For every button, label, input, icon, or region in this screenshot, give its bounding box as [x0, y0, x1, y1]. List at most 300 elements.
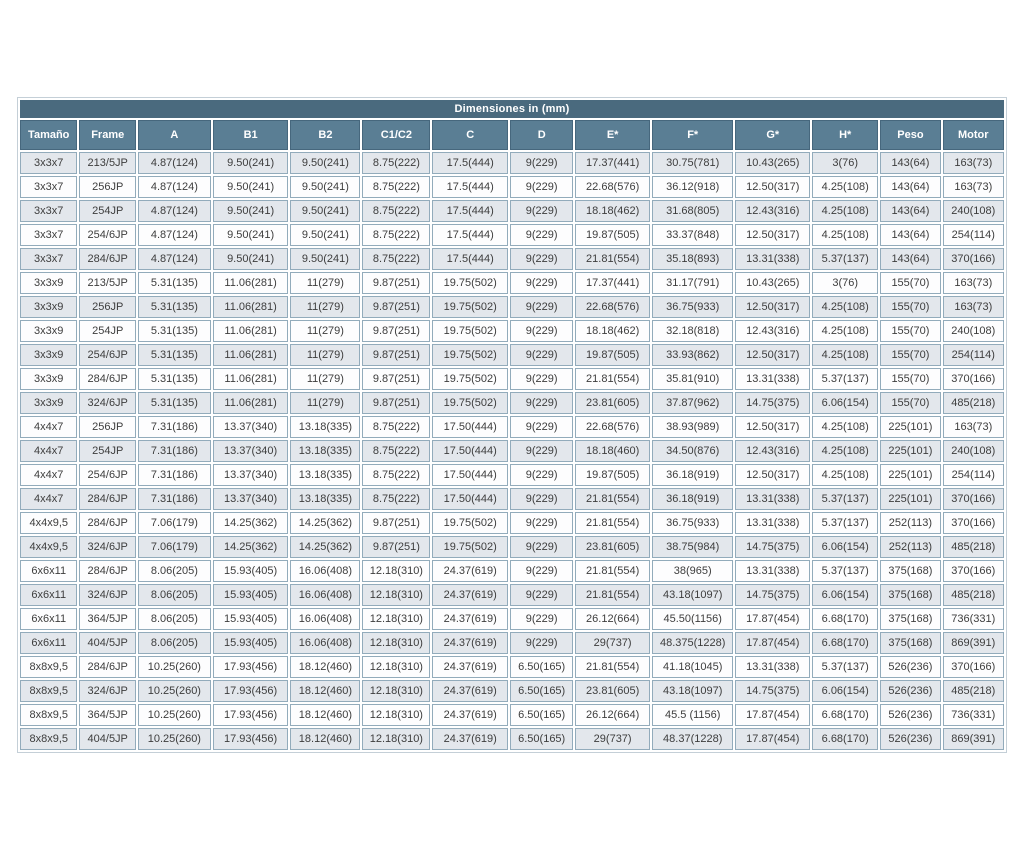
cell: 4.25(108) [812, 296, 878, 318]
cell: 13.31(338) [735, 368, 810, 390]
cell: 143(64) [880, 152, 940, 174]
cell: 14.25(362) [290, 512, 360, 534]
cell: 526(236) [880, 680, 940, 702]
cell: 9.50(241) [213, 152, 289, 174]
cell: 11(279) [290, 392, 360, 414]
cell: 526(236) [880, 704, 940, 726]
cell: 4.25(108) [812, 416, 878, 438]
cell: 4.87(124) [138, 200, 211, 222]
cell: 13.18(335) [290, 440, 360, 462]
cell: 5.37(137) [812, 248, 878, 270]
cell: 17.50(444) [432, 440, 508, 462]
cell: 256JP [79, 176, 136, 198]
cell: 37.87(962) [652, 392, 733, 414]
cell: 7.31(186) [138, 416, 211, 438]
cell: 370(166) [943, 512, 1004, 534]
cell: 3x3x7 [20, 224, 77, 246]
cell: 5.31(135) [138, 392, 211, 414]
cell: 9.50(241) [290, 176, 360, 198]
cell: 12.18(310) [362, 632, 430, 654]
cell: 256JP [79, 296, 136, 318]
cell: 6.68(170) [812, 632, 878, 654]
cell: 5.37(137) [812, 656, 878, 678]
cell: 3(76) [812, 152, 878, 174]
cell: 22.68(576) [575, 416, 650, 438]
cell: 9(229) [510, 416, 573, 438]
table-body [20, 152, 1004, 750]
cell: 3x3x9 [20, 320, 77, 342]
cell: 32.18(818) [652, 320, 733, 342]
table-row [20, 680, 1004, 702]
cell: 22.68(576) [575, 176, 650, 198]
cell: 256JP [79, 416, 136, 438]
cell: 36.75(933) [652, 296, 733, 318]
cell: 736(331) [943, 608, 1004, 630]
column-header-peso: Peso [880, 120, 940, 150]
cell: 155(70) [880, 272, 940, 294]
title-row [20, 100, 1004, 118]
cell: 45.5 (1156) [652, 704, 733, 726]
cell: 38.93(989) [652, 416, 733, 438]
cell: 19.87(505) [575, 464, 650, 486]
cell: 370(166) [943, 368, 1004, 390]
cell: 526(236) [880, 728, 940, 750]
cell: 404/5JP [79, 728, 136, 750]
cell: 9.50(241) [290, 248, 360, 270]
dimensions-table-wrap [17, 97, 1007, 753]
column-header-c: C [432, 120, 508, 150]
cell: 17.5(444) [432, 224, 508, 246]
cell: 12.50(317) [735, 176, 810, 198]
cell: 14.25(362) [213, 536, 289, 558]
cell: 11.06(281) [213, 344, 289, 366]
cell: 284/6JP [79, 656, 136, 678]
cell: 370(166) [943, 656, 1004, 678]
cell: 18.12(460) [290, 680, 360, 702]
cell: 225(101) [880, 416, 940, 438]
column-header-b1: B1 [213, 120, 289, 150]
cell: 12.43(316) [735, 440, 810, 462]
cell: 17.37(441) [575, 272, 650, 294]
cell: 21.81(554) [575, 368, 650, 390]
cell: 13.31(338) [735, 488, 810, 510]
cell: 9(229) [510, 608, 573, 630]
cell: 24.37(619) [432, 560, 508, 582]
cell: 254JP [79, 440, 136, 462]
cell: 24.37(619) [432, 608, 508, 630]
table-row [20, 440, 1004, 462]
dimensions-table [17, 97, 1007, 753]
column-header-tama-o: Tamaño [20, 120, 77, 150]
column-header-a: A [138, 120, 211, 150]
cell: 13.18(335) [290, 488, 360, 510]
cell: 9.87(251) [362, 368, 430, 390]
cell: 8.75(222) [362, 440, 430, 462]
cell: 6.68(170) [812, 608, 878, 630]
cell: 485(218) [943, 536, 1004, 558]
cell: 12.18(310) [362, 560, 430, 582]
cell: 9(229) [510, 320, 573, 342]
cell: 5.37(137) [812, 368, 878, 390]
cell: 7.31(186) [138, 488, 211, 510]
table-row [20, 224, 1004, 246]
cell: 6.50(165) [510, 704, 573, 726]
cell: 3x3x9 [20, 344, 77, 366]
cell: 11(279) [290, 272, 360, 294]
cell: 16.06(408) [290, 584, 360, 606]
cell: 45.50(1156) [652, 608, 733, 630]
cell: 48.37(1228) [652, 728, 733, 750]
cell: 10.25(260) [138, 680, 211, 702]
cell: 9.50(241) [290, 224, 360, 246]
cell: 324/6JP [79, 392, 136, 414]
cell: 3x3x9 [20, 368, 77, 390]
cell: 11.06(281) [213, 272, 289, 294]
column-header-g-: G* [735, 120, 810, 150]
cell: 6.50(165) [510, 728, 573, 750]
table-row [20, 320, 1004, 342]
cell: 13.18(335) [290, 416, 360, 438]
cell: 6.06(154) [812, 392, 878, 414]
cell: 22.68(576) [575, 296, 650, 318]
cell: 19.87(505) [575, 344, 650, 366]
cell: 31.68(805) [652, 200, 733, 222]
cell: 9(229) [510, 296, 573, 318]
cell: 485(218) [943, 584, 1004, 606]
cell: 9(229) [510, 248, 573, 270]
cell: 9(229) [510, 512, 573, 534]
cell: 13.31(338) [735, 560, 810, 582]
cell: 284/6JP [79, 368, 136, 390]
cell: 19.87(505) [575, 224, 650, 246]
cell: 8.06(205) [138, 608, 211, 630]
cell: 526(236) [880, 656, 940, 678]
cell: 143(64) [880, 224, 940, 246]
cell: 15.93(405) [213, 584, 289, 606]
cell: 9(229) [510, 464, 573, 486]
cell: 33.93(862) [652, 344, 733, 366]
cell: 9(229) [510, 392, 573, 414]
cell: 24.37(619) [432, 584, 508, 606]
cell: 17.93(456) [213, 656, 289, 678]
table-row [20, 728, 1004, 750]
cell: 12.50(317) [735, 344, 810, 366]
cell: 869(391) [943, 728, 1004, 750]
cell: 9(229) [510, 272, 573, 294]
column-header-f-: F* [652, 120, 733, 150]
table-row [20, 152, 1004, 174]
cell: 213/5JP [79, 152, 136, 174]
cell: 43.18(1097) [652, 680, 733, 702]
cell: 8x8x9,5 [20, 680, 77, 702]
cell: 17.87(454) [735, 704, 810, 726]
cell: 11(279) [290, 320, 360, 342]
cell: 8.06(205) [138, 584, 211, 606]
cell: 4.25(108) [812, 176, 878, 198]
cell: 17.87(454) [735, 632, 810, 654]
cell: 17.5(444) [432, 200, 508, 222]
cell: 370(166) [943, 560, 1004, 582]
table-row [20, 560, 1004, 582]
cell: 43.18(1097) [652, 584, 733, 606]
cell: 17.87(454) [735, 728, 810, 750]
table-row [20, 368, 1004, 390]
cell: 10.25(260) [138, 656, 211, 678]
cell: 3x3x9 [20, 272, 77, 294]
cell: 36.18(919) [652, 464, 733, 486]
cell: 5.37(137) [812, 512, 878, 534]
cell: 7.31(186) [138, 464, 211, 486]
cell: 11.06(281) [213, 392, 289, 414]
cell: 163(73) [943, 416, 1004, 438]
cell: 9.50(241) [213, 224, 289, 246]
cell: 143(64) [880, 176, 940, 198]
cell: 6.68(170) [812, 704, 878, 726]
cell: 163(73) [943, 152, 1004, 174]
cell: 6.68(170) [812, 728, 878, 750]
cell: 17.37(441) [575, 152, 650, 174]
cell: 31.17(791) [652, 272, 733, 294]
cell: 13.37(340) [213, 488, 289, 510]
cell: 15.93(405) [213, 560, 289, 582]
cell: 38.75(984) [652, 536, 733, 558]
cell: 163(73) [943, 296, 1004, 318]
cell: 8.75(222) [362, 416, 430, 438]
cell: 252(113) [880, 512, 940, 534]
cell: 8.75(222) [362, 464, 430, 486]
cell: 4.25(108) [812, 344, 878, 366]
cell: 21.81(554) [575, 584, 650, 606]
cell: 26.12(664) [575, 704, 650, 726]
table-row [20, 416, 1004, 438]
cell: 17.93(456) [213, 704, 289, 726]
cell: 240(108) [943, 200, 1004, 222]
cell: 4.25(108) [812, 200, 878, 222]
column-header-motor: Motor [943, 120, 1004, 150]
cell: 17.93(456) [213, 728, 289, 750]
table-row [20, 176, 1004, 198]
cell: 155(70) [880, 296, 940, 318]
cell: 4.25(108) [812, 320, 878, 342]
cell: 21.81(554) [575, 656, 650, 678]
cell: 35.81(910) [652, 368, 733, 390]
cell: 35.18(893) [652, 248, 733, 270]
cell: 4x4x7 [20, 416, 77, 438]
cell: 12.18(310) [362, 680, 430, 702]
cell: 12.43(316) [735, 200, 810, 222]
cell: 9(229) [510, 560, 573, 582]
cell: 370(166) [943, 488, 1004, 510]
cell: 4.25(108) [812, 464, 878, 486]
cell: 17.5(444) [432, 248, 508, 270]
cell: 375(168) [880, 632, 940, 654]
cell: 4x4x9,5 [20, 512, 77, 534]
cell: 163(73) [943, 176, 1004, 198]
cell: 8x8x9,5 [20, 656, 77, 678]
cell: 18.18(462) [575, 200, 650, 222]
cell: 254/6JP [79, 344, 136, 366]
cell: 284/6JP [79, 248, 136, 270]
table-row [20, 512, 1004, 534]
cell: 9(229) [510, 584, 573, 606]
cell: 9.87(251) [362, 392, 430, 414]
table-row [20, 272, 1004, 294]
cell: 24.37(619) [432, 728, 508, 750]
cell: 10.25(260) [138, 704, 211, 726]
cell: 14.25(362) [290, 536, 360, 558]
table-row [20, 392, 1004, 414]
cell: 26.12(664) [575, 608, 650, 630]
column-header-h-: H* [812, 120, 878, 150]
cell: 5.31(135) [138, 272, 211, 294]
cell: 12.50(317) [735, 224, 810, 246]
cell: 19.75(502) [432, 368, 508, 390]
cell: 29(737) [575, 632, 650, 654]
cell: 19.75(502) [432, 392, 508, 414]
cell: 14.75(375) [735, 536, 810, 558]
cell: 9.87(251) [362, 512, 430, 534]
cell: 8.75(222) [362, 200, 430, 222]
cell: 11(279) [290, 368, 360, 390]
cell: 9(229) [510, 344, 573, 366]
column-header-frame: Frame [79, 120, 136, 150]
cell: 19.75(502) [432, 296, 508, 318]
cell: 14.75(375) [735, 680, 810, 702]
cell: 375(168) [880, 608, 940, 630]
cell: 4.87(124) [138, 248, 211, 270]
cell: 13.18(335) [290, 464, 360, 486]
cell: 19.75(502) [432, 536, 508, 558]
cell: 18.12(460) [290, 728, 360, 750]
cell: 30.75(781) [652, 152, 733, 174]
cell: 12.50(317) [735, 416, 810, 438]
column-header-d: D [510, 120, 573, 150]
cell: 14.75(375) [735, 584, 810, 606]
table-title: Dimensiones in (mm) [20, 100, 1004, 118]
cell: 254/6JP [79, 224, 136, 246]
cell: 4.87(124) [138, 176, 211, 198]
table-head [20, 100, 1004, 150]
cell: 736(331) [943, 704, 1004, 726]
cell: 7.06(179) [138, 512, 211, 534]
cell: 9(229) [510, 440, 573, 462]
cell: 6x6x11 [20, 560, 77, 582]
cell: 21.81(554) [575, 248, 650, 270]
cell: 6x6x11 [20, 608, 77, 630]
cell: 7.06(179) [138, 536, 211, 558]
cell: 13.37(340) [213, 440, 289, 462]
cell: 6.06(154) [812, 536, 878, 558]
cell: 9(229) [510, 368, 573, 390]
cell: 12.18(310) [362, 608, 430, 630]
cell: 6.50(165) [510, 680, 573, 702]
cell: 19.75(502) [432, 320, 508, 342]
table-row [20, 632, 1004, 654]
cell: 8x8x9,5 [20, 728, 77, 750]
cell: 8.75(222) [362, 224, 430, 246]
cell: 8.75(222) [362, 152, 430, 174]
cell: 8.75(222) [362, 248, 430, 270]
cell: 9(229) [510, 488, 573, 510]
cell: 284/6JP [79, 488, 136, 510]
cell: 5.31(135) [138, 320, 211, 342]
cell: 13.31(338) [735, 248, 810, 270]
cell: 225(101) [880, 488, 940, 510]
cell: 370(166) [943, 248, 1004, 270]
header-row [20, 120, 1004, 150]
cell: 23.81(605) [575, 392, 650, 414]
cell: 143(64) [880, 200, 940, 222]
cell: 17.50(444) [432, 488, 508, 510]
cell: 9.87(251) [362, 320, 430, 342]
cell: 6x6x11 [20, 584, 77, 606]
cell: 9.50(241) [290, 152, 360, 174]
table-row [20, 536, 1004, 558]
cell: 18.12(460) [290, 656, 360, 678]
cell: 324/6JP [79, 584, 136, 606]
cell: 155(70) [880, 368, 940, 390]
cell: 17.50(444) [432, 416, 508, 438]
cell: 254JP [79, 200, 136, 222]
cell: 9.50(241) [213, 176, 289, 198]
cell: 36.18(919) [652, 488, 733, 510]
cell: 19.75(502) [432, 272, 508, 294]
table-row [20, 704, 1004, 726]
cell: 284/6JP [79, 560, 136, 582]
cell: 3x3x9 [20, 392, 77, 414]
cell: 7.31(186) [138, 440, 211, 462]
cell: 5.37(137) [812, 488, 878, 510]
cell: 9.87(251) [362, 296, 430, 318]
cell: 4.87(124) [138, 224, 211, 246]
cell: 5.37(137) [812, 560, 878, 582]
cell: 254(114) [943, 224, 1004, 246]
cell: 225(101) [880, 464, 940, 486]
cell: 21.81(554) [575, 512, 650, 534]
cell: 155(70) [880, 392, 940, 414]
cell: 254(114) [943, 344, 1004, 366]
cell: 6.50(165) [510, 656, 573, 678]
cell: 6.06(154) [812, 584, 878, 606]
cell: 5.31(135) [138, 368, 211, 390]
cell: 3x3x7 [20, 152, 77, 174]
cell: 17.5(444) [432, 176, 508, 198]
column-header-e-: E* [575, 120, 650, 150]
cell: 155(70) [880, 344, 940, 366]
cell: 9(229) [510, 224, 573, 246]
cell: 163(73) [943, 272, 1004, 294]
cell: 869(391) [943, 632, 1004, 654]
table-row [20, 488, 1004, 510]
cell: 13.37(340) [213, 416, 289, 438]
cell: 9.87(251) [362, 344, 430, 366]
cell: 9(229) [510, 152, 573, 174]
cell: 12.18(310) [362, 656, 430, 678]
cell: 240(108) [943, 440, 1004, 462]
table-row [20, 608, 1004, 630]
cell: 15.93(405) [213, 608, 289, 630]
cell: 13.37(340) [213, 464, 289, 486]
cell: 12.50(317) [735, 296, 810, 318]
cell: 33.37(848) [652, 224, 733, 246]
cell: 3x3x7 [20, 248, 77, 270]
cell: 48.375(1228) [652, 632, 733, 654]
column-header-c1-c2: C1/C2 [362, 120, 430, 150]
cell: 16.06(408) [290, 632, 360, 654]
cell: 9.50(241) [290, 200, 360, 222]
cell: 8x8x9,5 [20, 704, 77, 726]
cell: 41.18(1045) [652, 656, 733, 678]
